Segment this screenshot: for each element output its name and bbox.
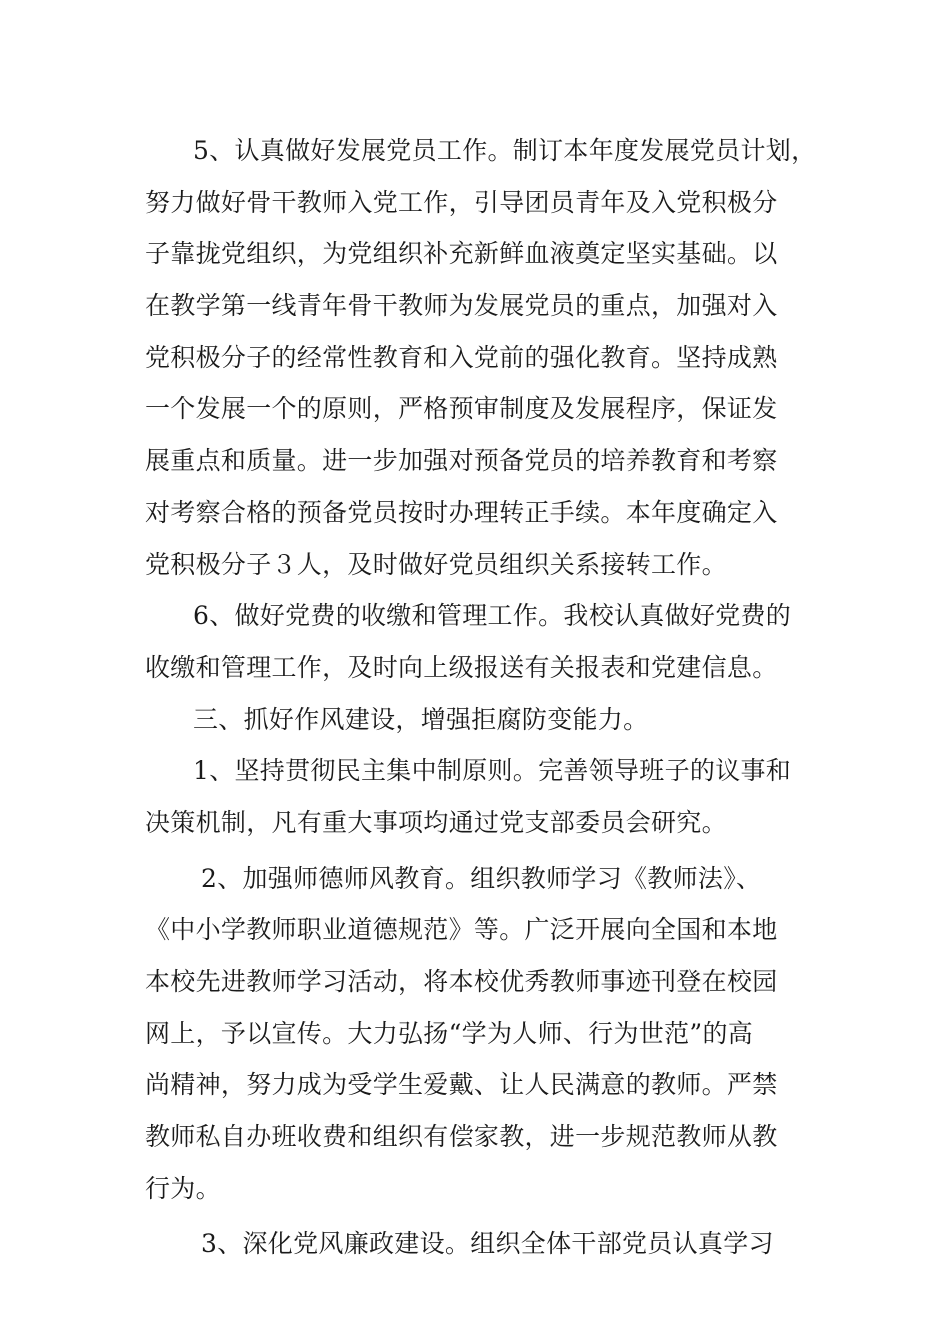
paragraph-line: 对考察合格的预备党员按时办理转正手续。本年度确定入 — [145, 497, 778, 527]
paragraph-line: 党积极分子的经常性教育和入党前的强化教育。坚持成熟 — [145, 342, 778, 372]
paragraph-line: 党积极分子３人，及时做好党员组织关系接转工作。 — [145, 549, 727, 579]
paragraph-line: 一个发展一个的原则，严格预审制度及发展程序，保证发 — [145, 394, 778, 424]
paragraph-line: 1、坚持贯彻民主集中制原则。完善领导班子的议事和 — [193, 756, 792, 786]
paragraph-line: 教师私自办班收费和组织有偿家教，进一步规范教师从教 — [145, 1122, 778, 1152]
paragraph-line: 网上，予以宣传。大力弘扬“学为人师、行为世范”的高 — [145, 1018, 754, 1048]
section-heading: 三、抓好作风建设，增强拒腐防变能力。 — [193, 704, 649, 734]
paragraph-line: 努力做好骨干教师入党工作，引导团员青年及入党积极分 — [145, 187, 778, 217]
paragraph-line: 决策机制，凡有重大事项均通过党支部委员会研究。 — [145, 807, 727, 837]
paragraph-line: 尚精神，努力成为受学生爱戴、让人民满意的教师。严禁 — [145, 1070, 778, 1100]
paragraph-line: 在教学第一线青年骨干教师为发展党员的重点，加强对入 — [145, 291, 778, 321]
paragraph-line: 6、做好党费的收缴和管理工作。我校认真做好党费的 — [193, 601, 792, 631]
paragraph-line: 展重点和质量。进一步加强对预备党员的培养教育和考察 — [145, 446, 778, 476]
paragraph-line: 收缴和管理工作，及时向上级报送有关报表和党建信息。 — [145, 652, 778, 682]
paragraph-line: 本校先进教师学习活动，将本校优秀教师事迹刊登在校园 — [145, 967, 778, 996]
paragraph-line: 5、认真做好发展党员工作。制订本年度发展党员计划， — [193, 136, 817, 165]
paragraph-line: 行为。 — [145, 1173, 221, 1203]
paragraph-line: 子靠拢党组织，为党组织补充新鲜血液奠定坚实基础。以 — [145, 239, 778, 269]
paragraph-line: 2、加强师德师风教育。组织教师学习《教师法》、 — [201, 863, 762, 893]
paragraph-line: 3、深化党风廉政建设。组织全体干部党员认真学习 — [201, 1229, 774, 1259]
paragraph-line: 《中小学教师职业道德规范》等。广泛开展向全国和本地 — [145, 915, 778, 945]
document-body — [145, 125, 825, 1270]
